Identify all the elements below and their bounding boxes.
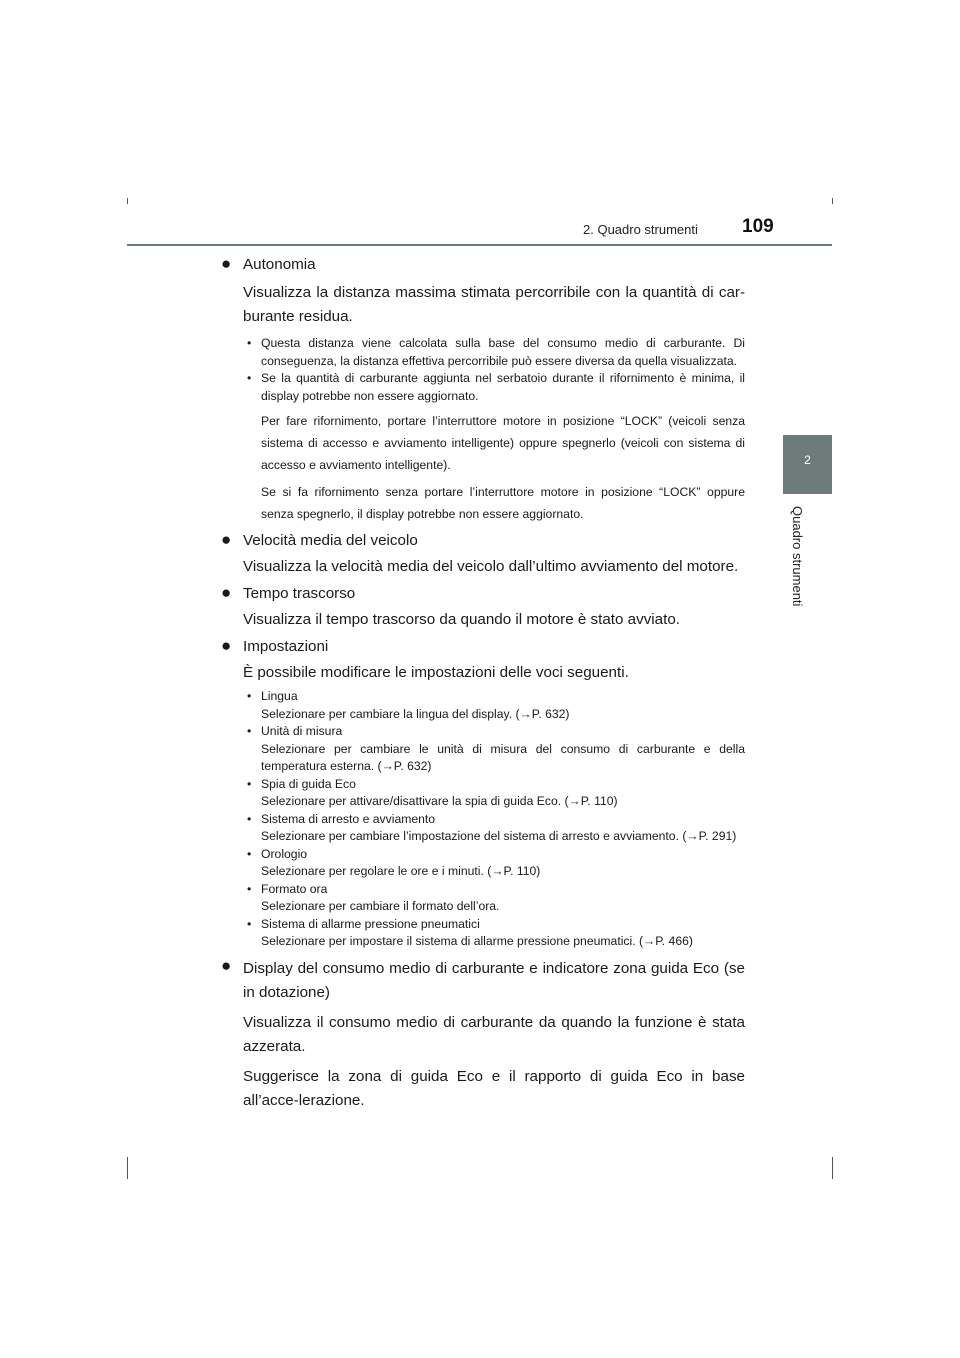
chapter-tab-label: Quadro strumenti (790, 506, 805, 607)
settings-item (243, 846, 745, 881)
item-title: Autonomia (243, 256, 316, 273)
note-bullet-icon: • (247, 811, 252, 826)
item-autonomia (221, 254, 745, 275)
note-bullet-icon: • (247, 336, 252, 350)
settings-item (243, 916, 745, 951)
settings-item-name: Lingua (261, 689, 298, 703)
settings-item-name: Formato ora (261, 881, 328, 896)
settings-item-desc: Selezionare per regolare le ore e i minuti. (→P. 110) (261, 864, 541, 878)
note-bullet-icon: • (247, 846, 252, 861)
note-paragraph: Se si fa rifornimento senza portare l’interruttore motore in posizione “LOCK” oppure senza spegnerlo, il display potrebbe non essere aggiornato. (261, 485, 745, 521)
bullet-icon: ● (221, 254, 232, 273)
bullet-icon: ● (221, 955, 232, 975)
item-title: Tempo trascorso (243, 585, 356, 602)
item-body: È possibile modificare le impostazioni delle voci seguenti. (243, 664, 629, 681)
note-bullet-icon: • (247, 881, 252, 896)
note-text: Se la quantità di carburante aggiunta nel serbatoio durante il rifornimento è minima, il display potrebbe non essere aggiornato. (261, 371, 745, 403)
item-tempo-trascorso (221, 583, 745, 604)
settings-item (243, 723, 745, 776)
item-body: Visualizza il tempo trascorso da quando il motore è stato avviato. (243, 611, 681, 628)
bullet-icon: ● (221, 636, 232, 655)
crop-mark-top-left (127, 198, 128, 204)
note-bullet-icon: • (247, 724, 252, 738)
note-bullet-icon: • (247, 371, 252, 385)
item-title: Impostazioni (243, 638, 329, 655)
settings-item-name: Orologio (261, 846, 308, 861)
settings-item (243, 881, 745, 916)
settings-item-desc: Selezionare per cambiare l’impostazione del sistema di arresto e avviamento. (→P. 291) (261, 829, 737, 843)
crop-mark-top-right (832, 198, 833, 204)
settings-item-name: Spia di guida Eco (261, 776, 356, 791)
settings-item (243, 776, 745, 811)
settings-item (243, 688, 745, 723)
note-text: Questa distanza viene calcolata sulla base del consumo medio di carburante. Di conseguenza, la distanza effettiva percorribile può essere diversa da quella visualizzata. (261, 336, 745, 368)
item-body: Visualizza la velocità media del veicolo dall’ultimo avviamento del motore. (243, 558, 739, 575)
note-bullet-icon: • (247, 916, 252, 931)
note-bullet-icon: • (247, 689, 252, 703)
chapter-tab (783, 435, 832, 494)
settings-item-name: Unità di misura (261, 724, 343, 738)
note-paragraph: Per fare rifornimento, portare l’interruttore motore in posizione “LOCK” (veicoli senza sistema di accesso e avviamento intelligente) oppure spegnerlo (veicoli con sistema di accesso e avviamento intelligente). (261, 414, 745, 472)
settings-item-name: Sistema di allarme pressione pneumatici (261, 916, 480, 931)
settings-item-desc: Selezionare per cambiare le unità di misura del consumo di carburante e della temperatura esterna. (→P. 632) (261, 741, 745, 773)
item-impostazioni (221, 636, 745, 657)
note-bullet-icon: • (247, 776, 252, 791)
crop-mark-bottom-right (832, 1157, 833, 1179)
item-body-2: Suggerisce la zona di guida Eco e il rapporto di guida Eco in base all’acce-lerazione. (243, 1067, 745, 1109)
settings-item-desc: Selezionare per impostare il sistema di allarme pressione pneumatici. (→P. 466) (261, 934, 693, 948)
bullet-icon: ● (221, 583, 232, 602)
item-consumo-medio-eco (221, 956, 745, 1005)
settings-item (243, 811, 745, 846)
chapter-tab-number: 2 (804, 453, 811, 467)
item-body: Visualizza il consumo medio di carburante da quando la funzione è stata azzerata. (243, 1013, 745, 1055)
settings-item-name: Sistema di arresto e avviamento (261, 811, 436, 826)
note-item (243, 335, 745, 370)
settings-item-desc: Selezionare per attivare/disattivare la spia di guida Eco. (→P. 110) (261, 794, 618, 808)
item-title: Velocità media del veicolo (243, 532, 418, 549)
page-number: 109 (742, 216, 774, 237)
bullet-icon: ● (221, 530, 232, 549)
crop-mark-bottom-left (127, 1157, 128, 1179)
main-content (221, 254, 745, 1113)
note-item (243, 370, 745, 405)
item-title: Display del consumo medio di carburante e indicatore zona guida Eco (se in dotazione) (243, 959, 745, 1001)
settings-item-desc: Selezionare per cambiare il formato dell’ora. (261, 899, 500, 913)
settings-list (243, 688, 745, 951)
item-velocita-media (221, 530, 745, 551)
note-list (243, 335, 745, 525)
running-header-section: 2. Quadro strumenti (583, 222, 698, 237)
item-body: Visualizza la distanza massima stimata percorribile con la quantità di car-burante residua. (243, 284, 745, 325)
settings-item-desc: Selezionare per cambiare la lingua del display. (→P. 632) (261, 706, 570, 721)
header-rule (127, 244, 832, 246)
